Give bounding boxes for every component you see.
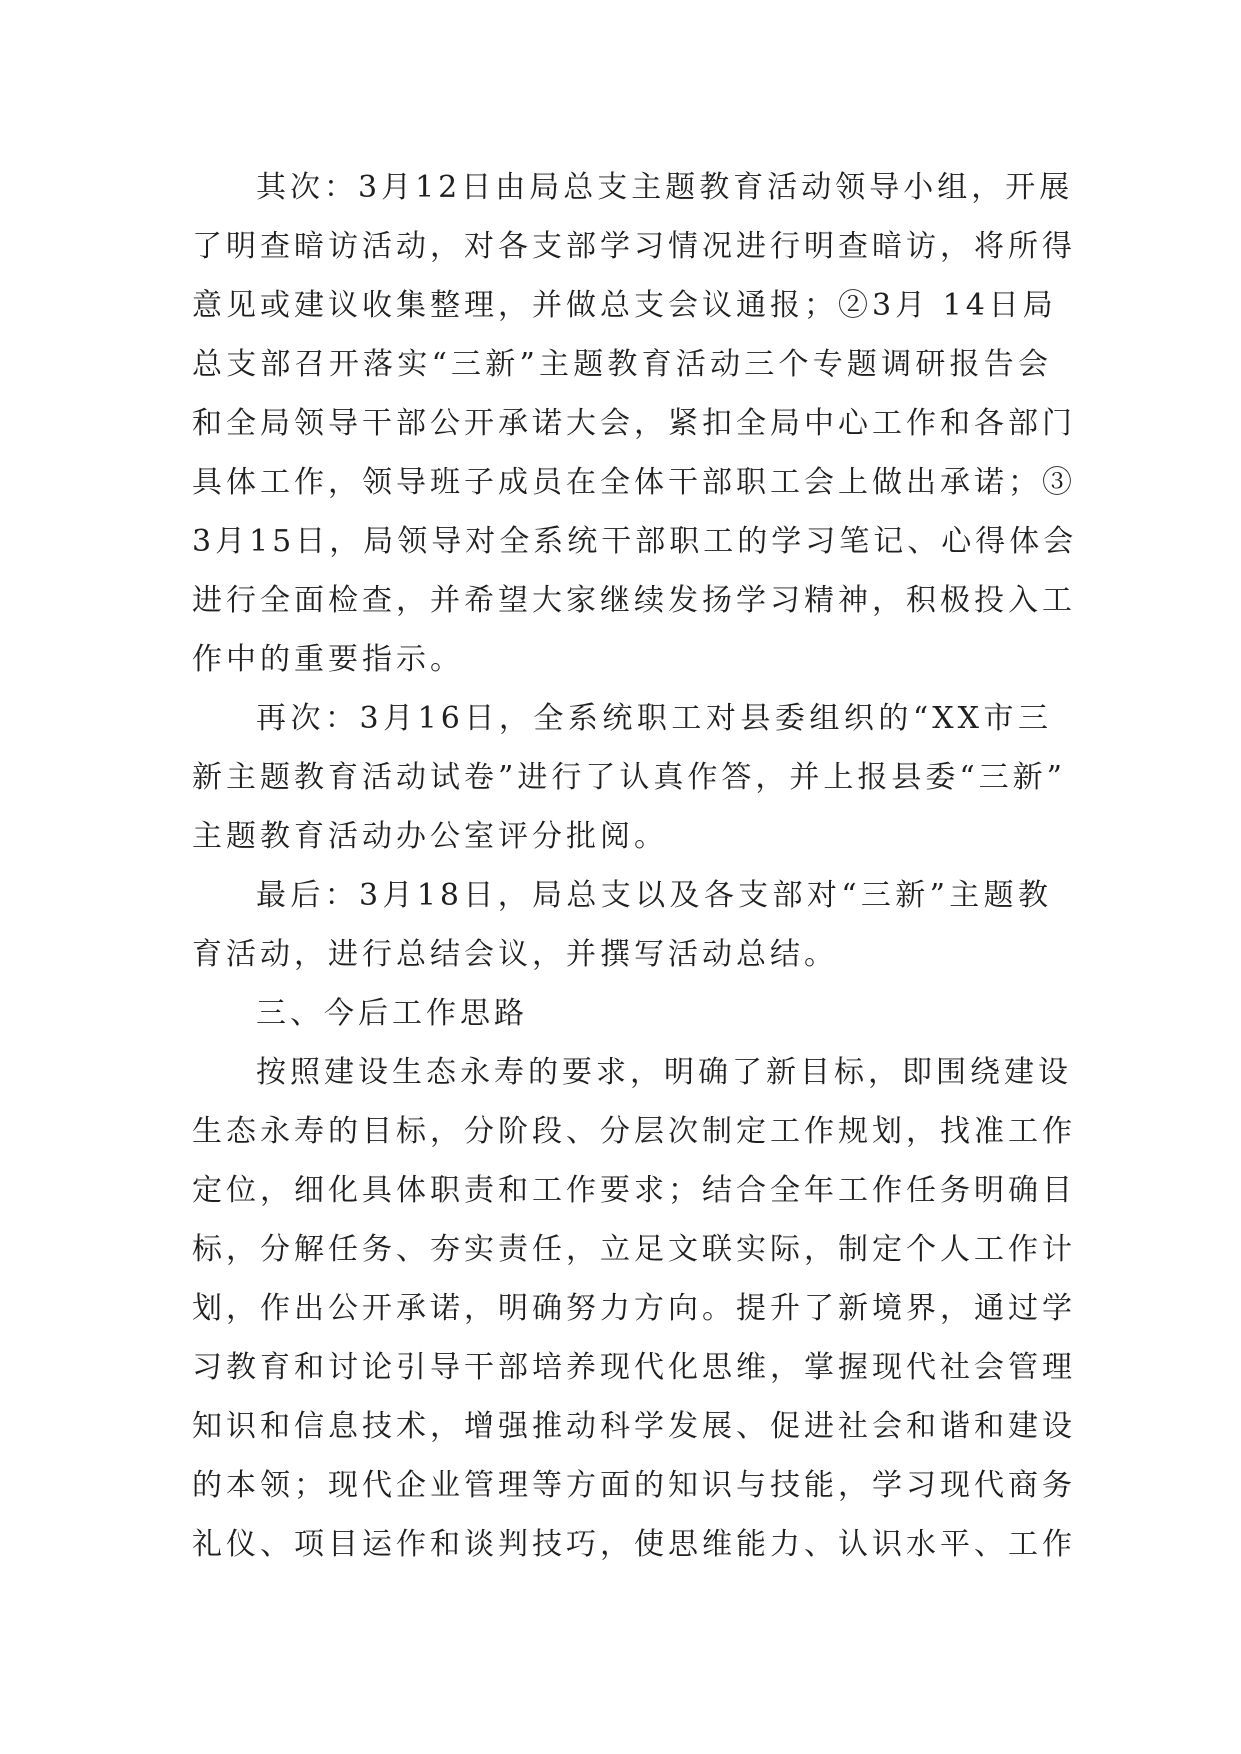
paragraph-line: 了明查暗访活动，对各支部学习情况进行明查暗访，将所得: [192, 229, 1076, 264]
document-body: [192, 158, 1078, 1574]
paragraph-line: 最后：3月18日，局总支以及各支部对“三新”主题教: [256, 878, 1052, 913]
section-heading: 三、今后工作思路: [256, 996, 528, 1031]
paragraph-line: 和全局领导干部公开承诺大会，紧扣全局中心工作和各部门: [192, 406, 1076, 441]
paragraph-line: 习教育和讨论引导干部培养现代化思维，掌握现代社会管理: [192, 1350, 1076, 1385]
paragraph-line: 育活动，进行总结会议，并撰写活动总结。: [192, 937, 838, 972]
paragraph-line: 意见或建议收集整理，并做总支会议通报；②3月 14日局: [192, 288, 1057, 323]
paragraph-line: 具体工作，领导班子成员在全体干部职工会上做出承诺；③: [192, 465, 1076, 500]
paragraph-line: 按照建设生态永寿的要求，明确了新目标，即围绕建设: [256, 1055, 1072, 1090]
paragraph-line: 标，分解任务、夯实责任，立足文联实际，制定个人工作计: [192, 1232, 1076, 1267]
paragraph-line: 生态永寿的目标，分阶段、分层次制定工作规划，找准工作: [192, 1114, 1076, 1149]
paragraph-line: 主题教育活动办公室评分批阅。: [192, 819, 668, 854]
paragraph-line: 新主题教育活动试卷”进行了认真作答，并上报县委“三新”: [192, 760, 1067, 795]
paragraph-line: 再次：3月16日，全系统职工对县委组织的“XX市三: [256, 701, 1052, 736]
paragraph-line: 定位，细化具体职责和工作要求；结合全年工作任务明确目: [192, 1173, 1076, 1208]
paragraph-line: 进行全面检查，并希望大家继续发扬学习精神，积极投入工: [192, 583, 1076, 618]
paragraph-line: 作中的重要指示。: [192, 642, 464, 677]
paragraph-line: 3月15日，局领导对全系统干部职工的学习笔记、心得体会: [192, 524, 1078, 559]
paragraph-line: 总支部召开落实“三新”主题教育活动三个专题调研报告会: [192, 347, 1052, 382]
paragraph-line: 其次：3月12日由局总支主题教育活动领导小组，开展: [256, 170, 1074, 205]
paragraph-line: 划，作出公开承诺，明确努力方向。提升了新境界，通过学: [192, 1291, 1076, 1326]
paragraph-line: 知识和信息技术，增强推动科学发展、促进社会和谐和建设: [192, 1409, 1076, 1444]
paragraph-line: 的本领；现代企业管理等方面的知识与技能，学习现代商务: [192, 1468, 1076, 1503]
paragraph-line: 礼仪、项目运作和谈判技巧，使思维能力、认识水平、工作: [192, 1527, 1076, 1562]
